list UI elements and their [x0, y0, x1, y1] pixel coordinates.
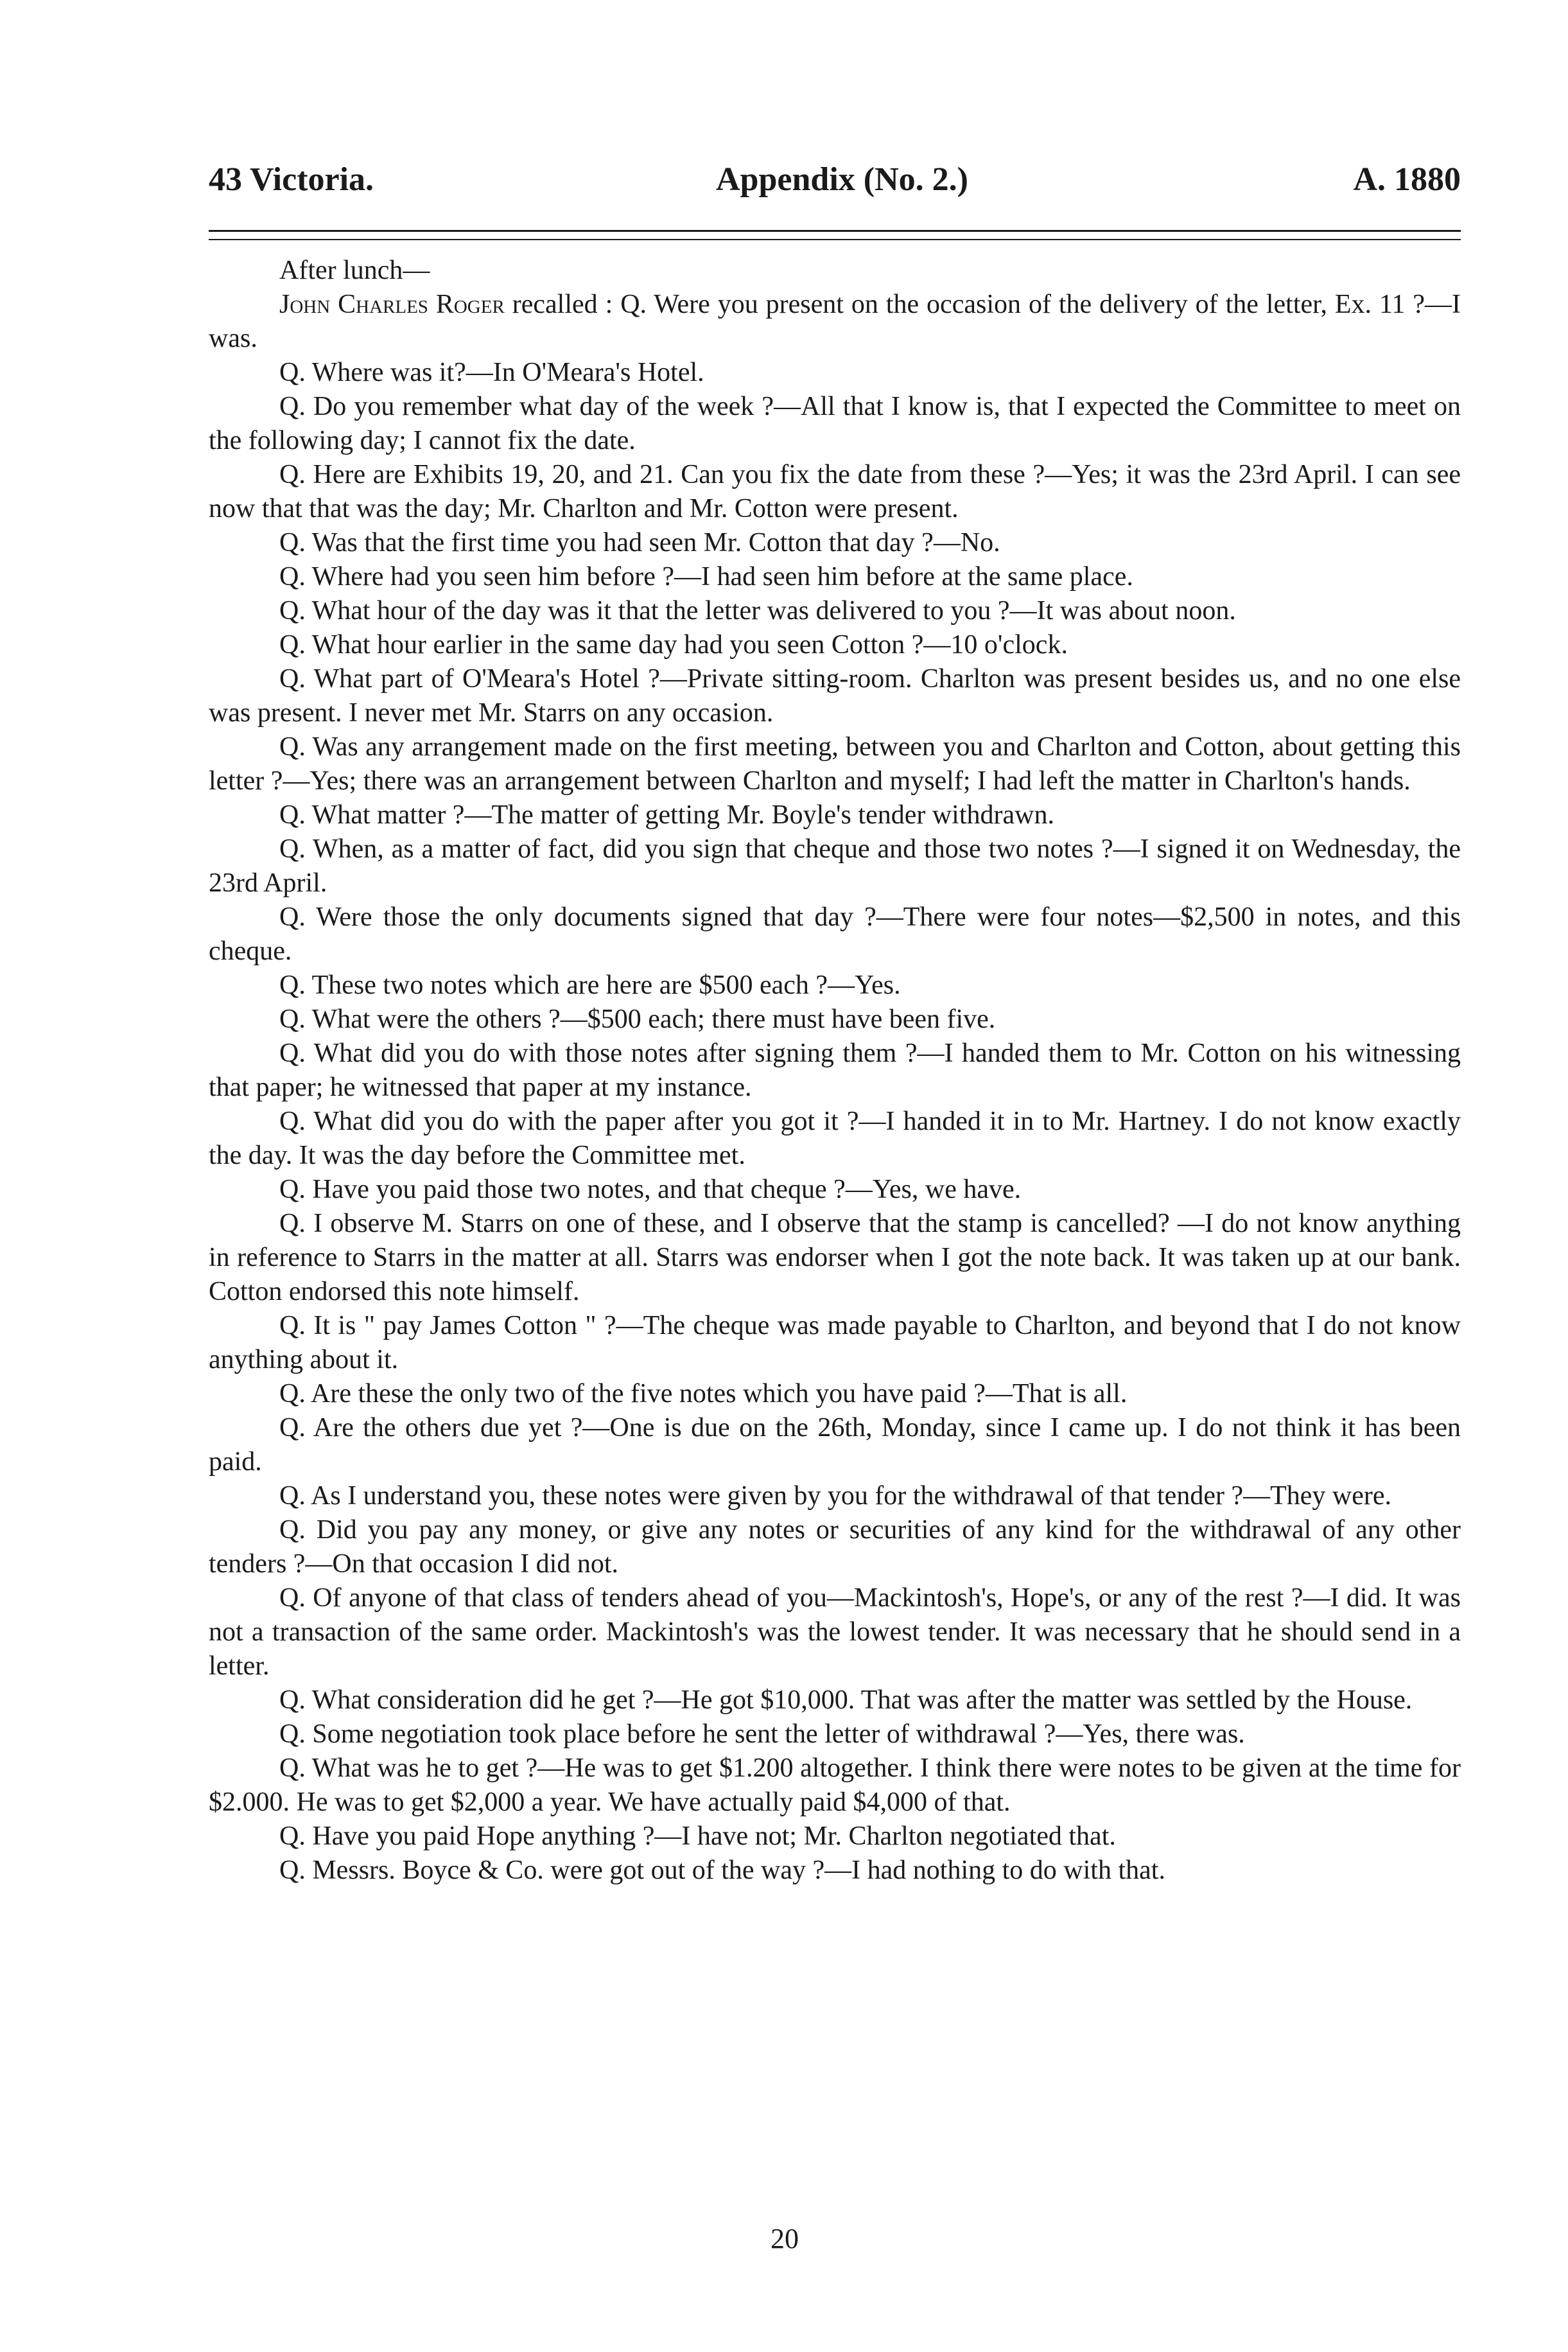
header-session: 43 Victoria. [209, 161, 374, 198]
qa-paragraph: Q. Of anyone of that class of tenders ahead of you—Mackintosh's, Hope's, or any of the rest ?—I did. It was not a transaction of the same order. Mackintosh's was the lowest tender. It was necessary that he should send in a letter. [209, 1583, 1461, 1681]
qa-paragraph: Q. I observe M. Starrs on one of these, and I observe that the stamp is cancelled? —I do not know anything in reference to Starrs in the matter at all. Starrs was endorser when I got the note back. It was taken up at our bank. Cotton endorsed this note himself. [209, 1209, 1461, 1306]
qa-paragraph: Q. What did you do with those notes after signing them ?—I handed them to Mr. Cotton on his witnessing that paper; he witnessed that paper at my instance. [209, 1039, 1461, 1102]
qa-paragraph: Q. Were those the only documents signed that day ?—There were four notes—$2,500 in notes, and this cheque. [209, 902, 1461, 966]
qa-paragraph: Q. What matter ?—The matter of getting Mr. Boyle's tender withdrawn. [279, 800, 1054, 830]
qa-paragraph: Q. Some negotiation took place before he sent the letter of withdrawal ?—Yes, there was. [279, 1719, 1245, 1749]
witness-name: John Charles Roger [279, 290, 505, 319]
qa-paragraph: Q. What consideration did he get ?—He got $10,000. That was after the matter was settled by the House. [279, 1685, 1413, 1715]
header-appendix: Appendix (No. 2.) [716, 161, 968, 198]
testimony-body [209, 254, 1461, 1888]
qa-paragraph: Q. What hour of the day was it that the letter was delivered to you ?—It was about noon. [279, 596, 1236, 626]
qa-paragraph: Q. Are these the only two of the five notes which you have paid ?—That is all. [279, 1379, 1128, 1409]
header-rule-bottom [209, 239, 1461, 240]
qa-paragraph: Q. Do you remember what day of the week ?—All that I know is, that I expected the Committee to meet on the following day; I cannot fix the date. [209, 392, 1461, 455]
qa-paragraph: Q. What were the others ?—$500 each; there must have been five. [279, 1005, 996, 1034]
intro-line: After lunch— [279, 256, 430, 285]
qa-paragraph: Q. Are the others due yet ?—One is due on the 26th, Monday, since I came up. I do not think it has been paid. [209, 1413, 1461, 1477]
qa-paragraph: Q. Here are Exhibits 19, 20, and 21. Can you fix the date from these ?—Yes; it was the 23rd April. I can see now that that was the day; Mr. Charlton and Mr. Cotton were present. [209, 460, 1461, 523]
qa-paragraph: Q. What did you do with the paper after you got it ?—I handed it in to Mr. Hartney. I do not know exactly the day. It was the day before the Committee met. [209, 1107, 1461, 1170]
qa-paragraph: Q. As I understand you, these notes were given by you for the withdrawal of that tender ?—They were. [279, 1481, 1391, 1511]
header-year: A. 1880 [1353, 161, 1461, 198]
qa-paragraph: Q. Messrs. Boyce & Co. were got out of the way ?—I had nothing to do with that. [279, 1856, 1165, 1885]
witness-paragraph [209, 288, 1461, 356]
qa-paragraph: Q. Where was it?—In O'Meara's Hotel. [279, 358, 704, 387]
qa-paragraph: Q. What part of O'Meara's Hotel ?—Private sitting-room. Charlton was present besides us, and no one else was present. I never met Mr. Starrs on any occasion. [209, 664, 1461, 728]
page-number: 20 [771, 2223, 799, 2254]
qa-paragraph: Q. Where had you seen him before ?—I had seen him before at the same place. [279, 562, 1133, 592]
qa-paragraph: Q. Have you paid those two notes, and that cheque ?—Yes, we have. [279, 1175, 1022, 1204]
qa-paragraph: Q. Was any arrangement made on the first meeting, between you and Charlton and Cotton, about getting this letter ?—Yes; there was an arrangement between Charlton and myself; I had left the matter in Charlton's hands. [209, 732, 1461, 796]
witness-text: recalled : Q. Were you present on the occasion of the delivery of the letter, Ex. 11 ?—I was. [209, 290, 1461, 353]
qa-paragraph: Q. When, as a matter of fact, did you sign that cheque and those two notes ?—I signed it on Wednesday, the 23rd April. [209, 834, 1461, 898]
qa-paragraph: Q. What hour earlier in the same day had you seen Cotton ?—10 o'clock. [279, 630, 1068, 660]
qa-paragraph: Q. It is " pay James Cotton " ?—The cheque was made payable to Charlton, and beyond that I do not know anything about it. [209, 1311, 1461, 1374]
qa-paragraph: Q. What was he to get ?—He was to get $1.200 altogether. I think there were notes to be given at the time for $2.000. He was to get $2,000 a year. We have actually paid $4,000 of that. [209, 1753, 1461, 1817]
qa-paragraph: Q. Have you paid Hope anything ?—I have not; Mr. Charlton negotiated that. [279, 1821, 1116, 1851]
qa-paragraph: Q. These two notes which are here are $500 each ?—Yes. [279, 970, 901, 1000]
qa-paragraph: Q. Did you pay any money, or give any notes or securities of any kind for the withdrawal of any other tenders ?—On that occasion I did not. [209, 1515, 1461, 1579]
qa-paragraph: Q. Was that the first time you had seen Mr. Cotton that day ?—No. [279, 528, 1000, 557]
header-rule-top [209, 230, 1461, 232]
running-header [209, 161, 1461, 206]
